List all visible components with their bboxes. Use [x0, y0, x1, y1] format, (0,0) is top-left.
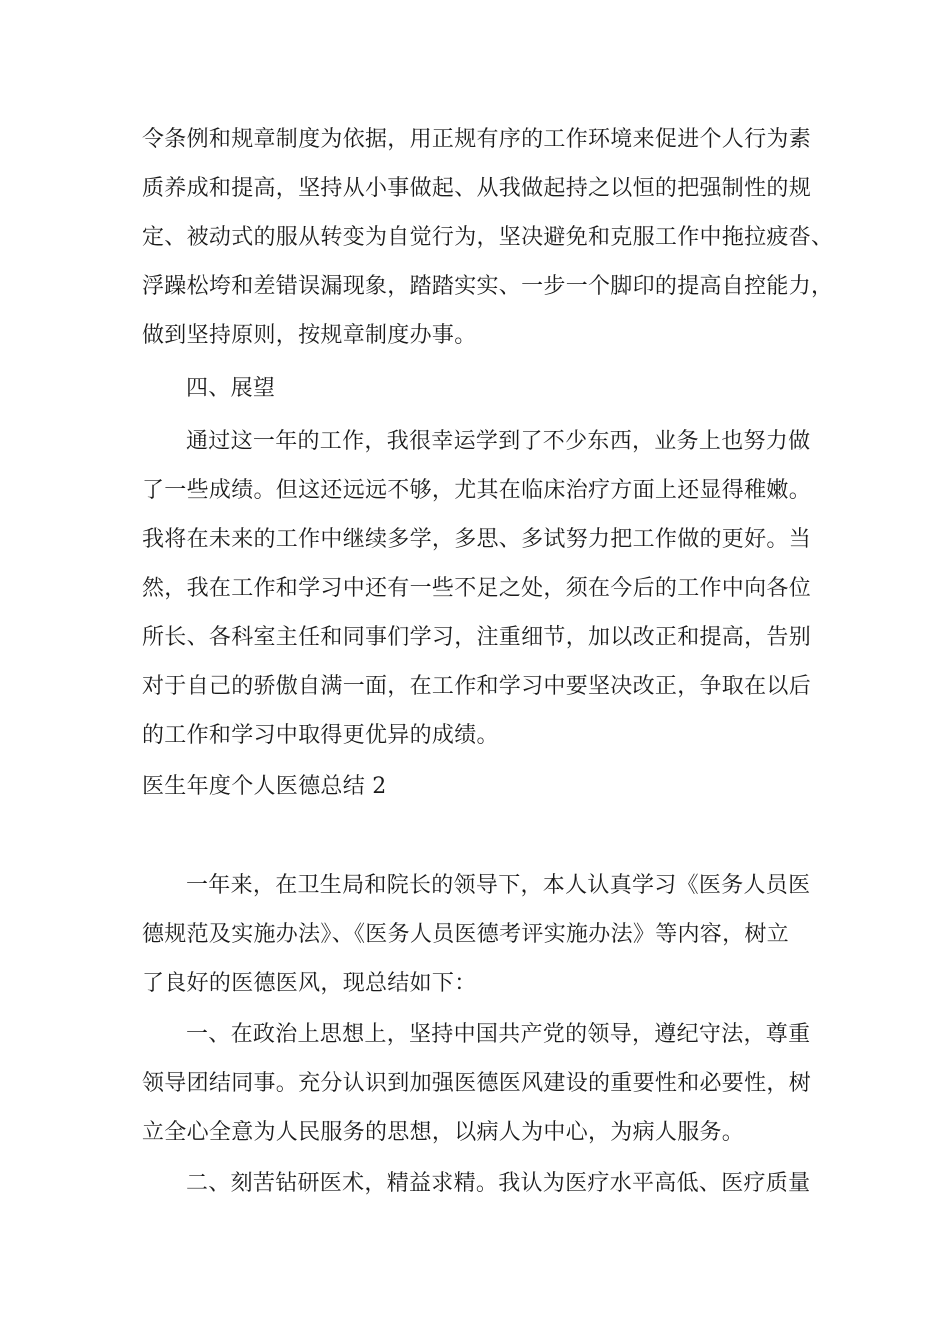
- body-line: 做到坚持原则，按规章制度办事。: [142, 323, 477, 348]
- body-line: 了良好的医德医风，现总结如下：: [142, 971, 477, 996]
- section-heading-outlook: 四、展望: [186, 376, 276, 401]
- body-line: 然，我在工作和学习中还有一些不足之处，须在今后的工作中向各位: [142, 576, 812, 601]
- body-line: 令条例和规章制度为依据，用正规有序的工作环境来促进个人行为素: [142, 127, 812, 152]
- body-line: 我将在未来的工作中继续多学，多思、多试努力把工作做的更好。当: [142, 527, 812, 552]
- body-line: 对于自己的骄傲自满一面，在工作和学习中要坚决改正，争取在以后: [142, 674, 812, 699]
- body-line: 了一些成绩。但这还远远不够，尤其在临床治疗方面上还显得稚嫩。: [142, 478, 812, 503]
- body-line: 立全心全意为人民服务的思想，以病人为中心，为病人服务。: [142, 1120, 745, 1145]
- body-line: 定、被动式的服从转变为自觉行为，坚决避免和克服工作中拖拉疲沓、: [142, 225, 834, 250]
- body-line: 的工作和学习中取得更优异的成绩。: [142, 723, 499, 748]
- body-line: 质养成和提高，坚持从小事做起、从我做起持之以恒的把强制性的规: [142, 176, 812, 201]
- body-line: 领导团结同事。充分认识到加强医德医风建设的重要性和必要性，树: [142, 1071, 812, 1096]
- body-line: 通过这一年的工作，我很幸运学到了不少东西，业务上也努力做: [186, 429, 811, 454]
- body-line: 所长、各科室主任和同事们学习，注重细节，加以改正和提高，告别: [142, 625, 812, 650]
- body-line: 一年来，在卫生局和院长的领导下，本人认真学习《医务人员医: [186, 873, 811, 898]
- body-line: 一、在政治上思想上，坚持中国共产党的领导，遵纪守法，尊重: [186, 1022, 811, 1047]
- body-line: 二、刻苦钻研医术，精益求精。我认为医疗水平高低、医疗质量: [186, 1171, 811, 1196]
- document-title: 医生年度个人医德总结 2: [142, 774, 387, 799]
- body-line: 浮躁松垮和差错误漏现象，踏踏实实、一步一个脚印的提高自控能力，: [142, 274, 834, 299]
- body-line: 德规范及实施办法》、《医务人员医德考评实施办法》等内容，树立: [142, 922, 790, 947]
